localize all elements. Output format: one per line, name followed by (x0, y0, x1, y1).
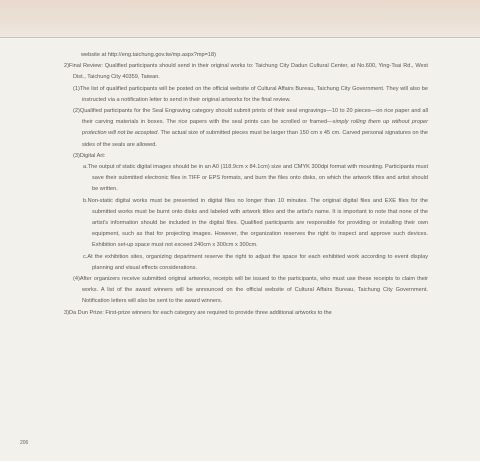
paragraph-final-review: 2)Final Review: Qualified participants should send in their original works to: Taichung City Dadun Cultural Center, at No.600, Ying-Tsai Rd., West Dist., Taichung City 40359, Taiwan. (64, 63, 428, 81)
paragraph-exhibition-space: c.At the exhibition sites, organizing department reserve the right to adjust the space for each exhibited work according to event display planning and visual effects considerations. (83, 253, 428, 271)
paragraph-digital-art-heading: (3)Digital Art: (73, 152, 106, 159)
paragraph-da-dun-prize: 3)Da Dun Prize: First-prize winners for each category are required to provide three additional artworks to the (64, 309, 332, 316)
header-band (0, 0, 480, 38)
paragraph-static-images: a.The output of static digital images should be in an A0 (118.9cm x 84.1cm) size and CMYK 300dpi format with mounting. Participants must save their submitted electronic files in TIFF or EPS formats, and burn the files onto disks, on which the artwork titles and artist should be written. (83, 164, 428, 193)
seal-text-emphasis: simply rolling them up without proper protection will not be accepted (82, 119, 428, 137)
page-number: 206 (20, 440, 29, 446)
seal-text-a: (2)Qualified participants for the Seal Engraving category should submit prints of their seal engravings—10 to 20 pieces—on rice paper and all their carving materials in boxes. The rice papers with the seal prints can be scrolled or framed— (73, 108, 428, 126)
seal-text-c: . The actual size of submitted pieces must be larger than 150 cm x 45 cm. Carved personal signatures on the sides of the seals are allowed. (82, 130, 428, 148)
paragraph-qualified-list: (1)The list of qualified participants will be posted on the official website of Cultural Affairs Bureau, Taichung City Government. They will also be instructed via a notification letter to send in their original artworks for the final review. (73, 85, 428, 103)
paragraph-website-link: website at http://eng.taichung.gov.tw/mp.aspx?mp=18) (81, 52, 217, 58)
header-divider (0, 37, 480, 38)
document-body (64, 50, 428, 319)
paragraph-non-static-works: b.Non-static digital works must be presented in digital files no longer than 10 minutes. The original digital files and EXE files for the submitted works must be burnt onto disks and labeled with artwork titles and the artist's name. It is important to note that none of the artist's information should be included in the digital files. Qualified participants are responsible for providing or installing their own equipment, such as that for projecting images. However, the organization reserves the right to inspect and approve such devices. Exhibition set-up space must not exceed 240cm x 300cm x 300cm. (83, 197, 428, 249)
paragraph-receipts: (4)After organizers receive submitted original artworks, receipts will be issued to the participants, who must use these receipts to claim their works. A list of the award winners will be announced on the official website of Cultural Affairs Bureau, Taichung City Government. Notification letters will also be sent to the award winners. (73, 276, 428, 305)
paragraph-seal-engraving (64, 106, 428, 151)
